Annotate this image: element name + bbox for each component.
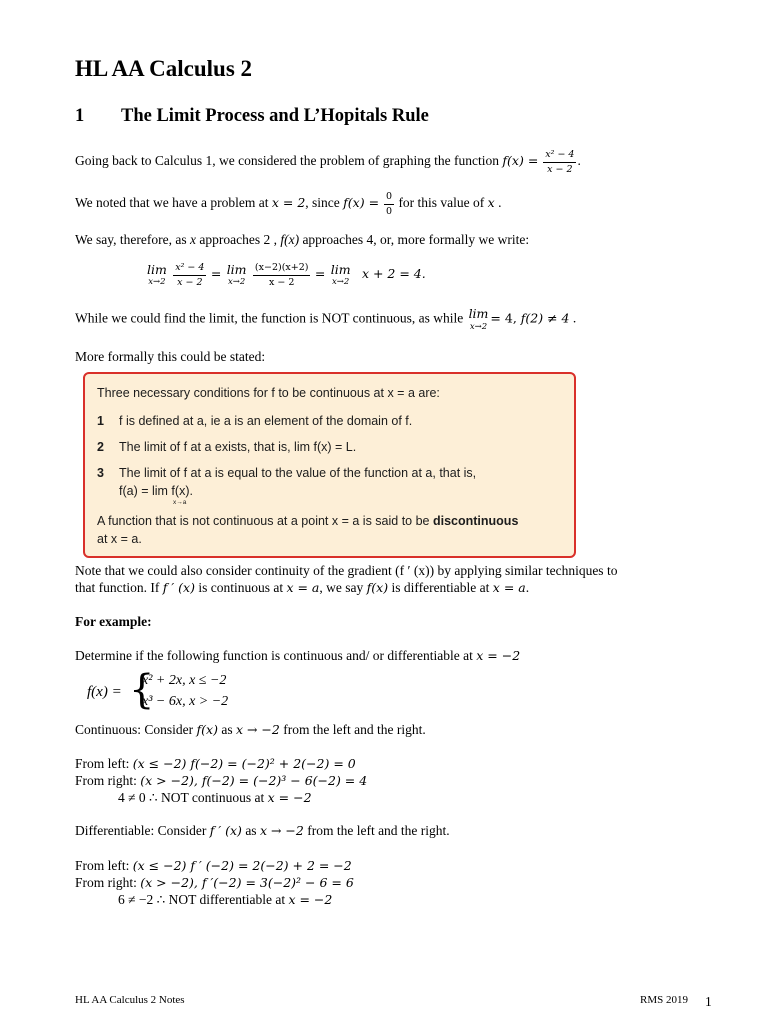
- document-title: HL AA Calculus 2: [75, 56, 253, 81]
- box-item-text: The limit of f at a exists, that is, lim f(x) = L.: [119, 440, 357, 454]
- paragraph-approaches: We say, therefore, as x approaches 2 , f(x) approaches 4, or, more formally we write:: [75, 232, 530, 247]
- paragraph-function-intro: Going back to Calculus 1, we considered the problem of graphing the function f(x) = $\frac{\text{x² − 4}}{x - 2}$ .: [75, 149, 581, 175]
- box-footer-cont: at x = a.: [97, 532, 142, 546]
- continuous-conclusion: 4 ≠ 0 ∴ NOT continuous at x = −2: [118, 790, 312, 805]
- box-item-number: 1: [97, 414, 104, 428]
- box-heading: Three necessary conditions for f to be continuous at x = a are:: [97, 386, 440, 400]
- section-title: The Limit Process and L’Hopitals Rule: [121, 106, 429, 126]
- differentiable-from-right: From right: (x > −2), f ′(−2) = 3(−2)² − 6 = 6: [75, 875, 354, 890]
- box-item-text: f is defined at a, ie a is an element of the domain of f.: [119, 414, 413, 428]
- paragraph-gradient-line1: Note that we could also consider continuity of the gradient (f ′ (x)) by applying similar techniques to: [75, 563, 618, 578]
- box-footer: A function that is not continuous at a point x = a is said to be discontinuous: [97, 514, 519, 528]
- differentiable-conclusion: 6 ≠ −2 ∴ NOT differentiable at x = −2: [118, 892, 333, 907]
- piecewise-function: f(x) = { x² + 2x, x ≤ −2 x³ − 6x, x > −2: [87, 667, 229, 713]
- continuity-conditions-box: [83, 372, 576, 558]
- paragraph-gradient-line2: that function. If f ′ (x) is continuous at x = a, we say f(x) is differentiable at x = a.: [75, 580, 530, 595]
- footer-left: HL AA Calculus 2 Notes: [75, 994, 185, 1006]
- box-item-number: 3: [97, 466, 104, 480]
- differentiable-from-left: From left: (x ≤ −2) f ′ (−2) = 2(−2) + 2 = −2: [75, 858, 352, 873]
- continuous-intro: Continuous: Consider f(x) as x → −2 from the left and the right.: [75, 722, 426, 737]
- page-number: 1: [705, 994, 712, 1009]
- lim-subscript: x→a: [173, 499, 187, 506]
- differentiable-intro: Differentiable: Consider f ′ (x) as x → −2 from the left and the right.: [75, 823, 450, 838]
- box-item-formula: f(a) = lim f(x).: [119, 484, 193, 498]
- paragraph-determine: Determine if the following function is continuous and/ or differentiable at x = −2: [75, 648, 521, 663]
- paragraph-formally: More formally this could be stated:: [75, 349, 266, 364]
- section-number: 1: [75, 106, 85, 126]
- limit-equation: lim x→2 $\frac{\text{x² − 4}}{x - 2}$ = lim x→2 $\frac{(x-2)(x+2)}{x - 2}$ = lim x→2 x + 2 = 4.: [147, 261, 426, 288]
- footer-right: RMS 2019: [640, 994, 688, 1006]
- continuous-from-right: From right: (x > −2), f(−2) = (−2)³ − 6(−2) = 4: [75, 773, 368, 788]
- paragraph-not-continuous: While we could find the limit, the function is NOT continuous, as while lim x→2 = 4, f(2) ≠ 4 .: [75, 306, 577, 332]
- box-item-text: The limit of f at a is equal to the value of the function at a, that is,: [119, 466, 477, 480]
- box-item-number: 2: [97, 440, 104, 454]
- continuous-from-left: From left: (x ≤ −2) f(−2) = (−2)² + 2(−2) = 0: [75, 756, 356, 771]
- paragraph-problem-at-2: We noted that we have a problem at x = 2, since f(x) = $\frac{0}{0}$ for this value of x .: [75, 191, 502, 217]
- example-heading: For example:: [75, 614, 152, 629]
